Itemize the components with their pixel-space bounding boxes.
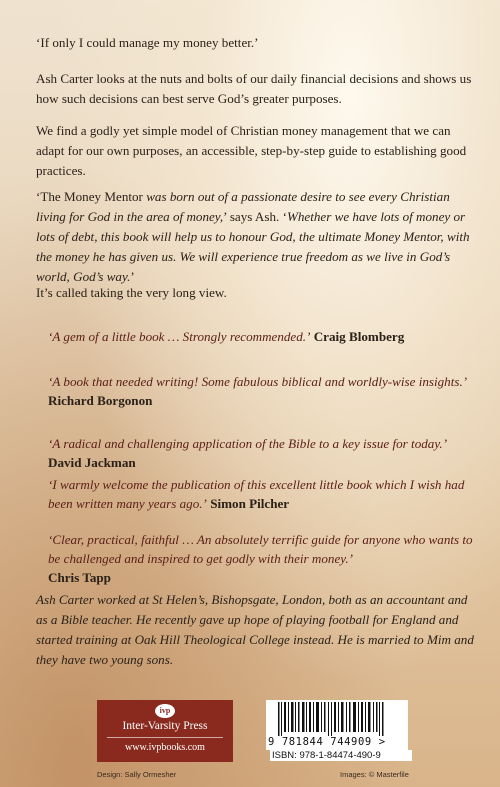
paragraph-text: We find a godly yet simple model of Christian money management that we can adapt for our own purposes, an accessible, step-by-step guide to establishing good practices. [36, 123, 467, 178]
endorsement-name: David Jackman [48, 455, 136, 470]
endorsement-quote: ‘I warmly welcome the publication of this excellent little book which I wish had been written many years ago.’ [48, 477, 465, 511]
endorsement-name: Craig Blomberg [313, 329, 405, 344]
publisher-divider [107, 737, 223, 738]
quote-italic-1: was born out of a passionate desire to see every Christian living for God in the area of money, [36, 189, 450, 224]
publisher-name: Inter-Varsity Press [122, 720, 208, 732]
quote-open: ‘The Money Mentor [36, 189, 147, 204]
intro-quote [36, 33, 476, 53]
publisher-box [97, 700, 233, 762]
endorsement [48, 434, 478, 472]
intro-paragraph-3 [36, 187, 476, 287]
endorsement [48, 327, 478, 346]
author-bio: Ash Carter worked at St Helen’s, Bishopsgate, London, both as an accountant and as a Bible teacher. He recently gave up hope of playing football for England and started training at Oak Hill Theological College instead. He is married to Mim and they have two young sons. [36, 592, 474, 667]
endorsement-name: Richard Borgonon [48, 393, 153, 408]
isbn-label: ISBN: 978-1-84474-490-9 [270, 750, 412, 761]
intro-line: ‘If only I could manage my money better.’ [36, 35, 259, 50]
paragraph-text: It’s called taking the very long view. [36, 285, 227, 300]
barcode-bars [266, 700, 408, 736]
endorsement-quote: ‘A book that needed writing! Some fabulous biblical and worldly-wise insights.’ [48, 374, 468, 389]
quote-attribution: ’ says Ash. ‘ [223, 209, 287, 224]
design-credit: Design: Sally Ormesher [97, 770, 177, 779]
paragraph-text [36, 187, 476, 287]
intro-paragraph-4 [36, 283, 476, 303]
publisher-url: www.ivpbooks.com [125, 742, 205, 753]
quote-italic-2: Whether we have lots of money or lots of debt, this book will help us to honour God, the ultimate Money Mentor, with the money he has given us. We will experience true freedom as we live in God’s world, God’s way. [36, 209, 470, 284]
paragraph-text: Ash Carter looks at the nuts and bolts of our daily financial decisions and shows us how such decisions can best serve God’s greater purposes. [36, 71, 472, 106]
endorsement-name: Chris Tapp [48, 570, 111, 585]
endorsement [48, 475, 478, 513]
endorsement-name: Simon Pilcher [210, 496, 290, 511]
barcode [266, 700, 408, 750]
endorsement [48, 530, 478, 587]
endorsement-quote: ‘Clear, practical, faithful … An absolutely terrific guide for anyone who wants to be challenged and inspired to get godly with their money.’ [48, 532, 473, 566]
quote-close: ’ [130, 269, 135, 284]
endorsement-quote: ‘A gem of a little book … Strongly recommended.’ [48, 329, 311, 344]
intro-paragraph-1 [36, 69, 476, 109]
endorsement-quote: ‘A radical and challenging application of the Bible to a key issue for today.’ [48, 436, 448, 451]
barcode-digits: 9 781844 744909 > [268, 736, 386, 748]
ivp-logo: ivp [155, 704, 175, 718]
endorsement [48, 372, 478, 410]
intro-paragraph-2 [36, 121, 476, 181]
images-credit: Images: © Masterfile [340, 770, 409, 779]
